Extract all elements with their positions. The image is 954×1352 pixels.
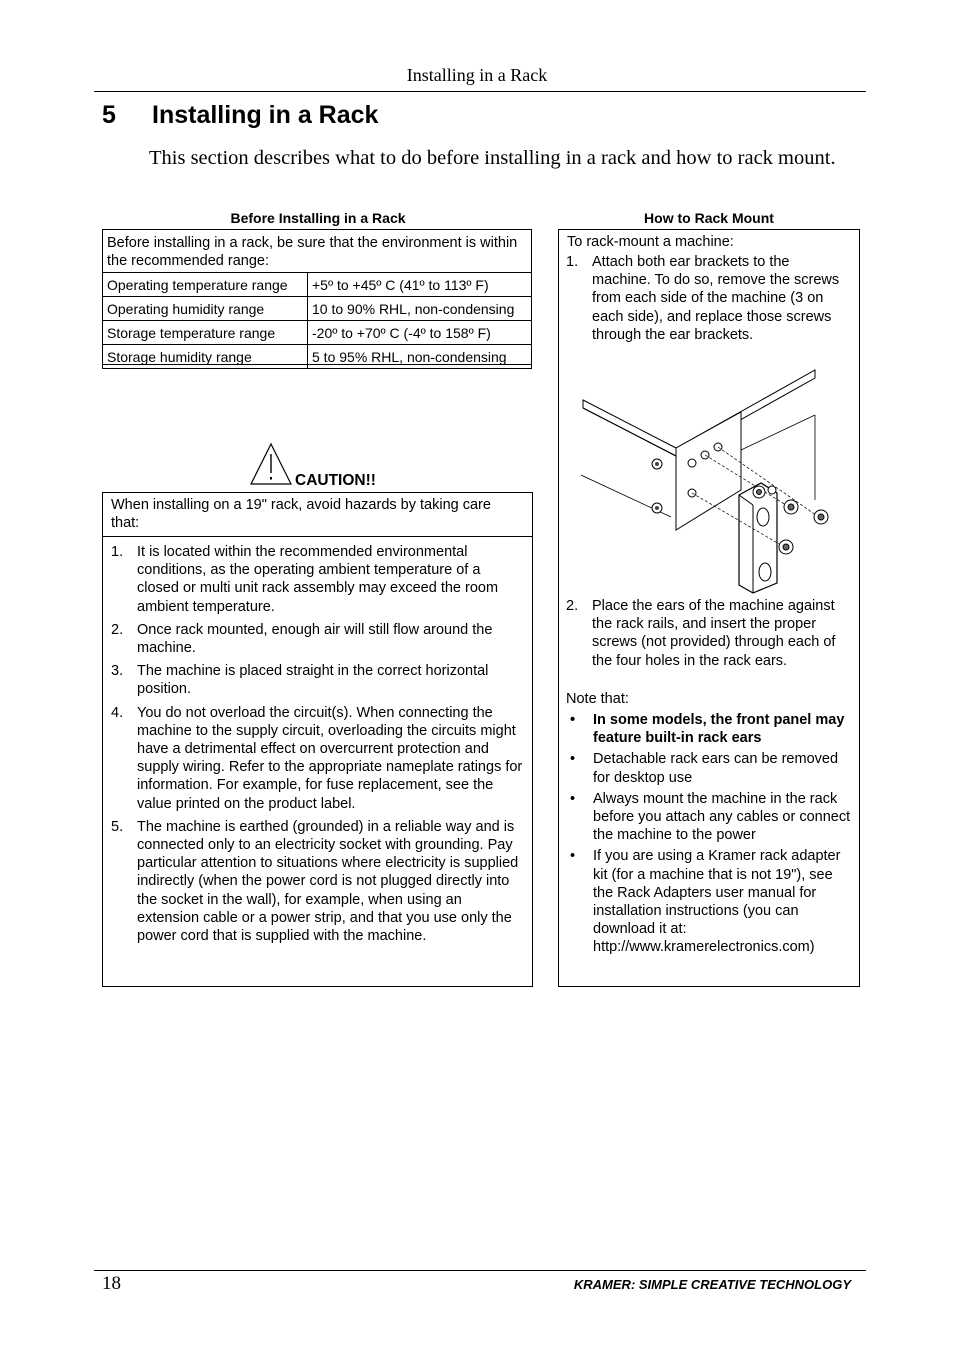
table-cell-label: Storage temperature range — [103, 321, 308, 345]
footer-rule — [94, 1270, 866, 1271]
rack-ear-illustration — [581, 365, 836, 595]
caution-intro: When installing on a 19" rack, avoid hazards by taking care that: — [111, 497, 491, 531]
running-header: Installing in a Rack — [406, 65, 548, 85]
list-item: • Detachable rack ears can be removed for desktop use — [570, 751, 839, 786]
table-row — [103, 345, 532, 369]
warning-triangle-icon — [249, 442, 293, 486]
table-cell-value: +5º to +45º C (41º to 113º F) — [308, 273, 532, 297]
list-item: 5. The machine is earthed (grounded) in a reliable way and is connected only to an electricity socket with grounding. Pay particular attention to situations where electricity is supplied indirectly (when the power cord is not plugged directly into the socket in the wall), for example, when using an extension cable or a power strip, and that you use only the power cord that is supplied with the machine. — [111, 818, 519, 945]
table-cell-label: Operating humidity range — [103, 297, 308, 321]
notes-list — [566, 711, 856, 960]
caution-box — [102, 492, 533, 987]
page-number: 18 — [102, 1273, 121, 1294]
section-intro: This section describes what to do before installing in a rack and how to rack mount. — [149, 147, 836, 169]
table-cell-value: 10 to 90% RHL, non-condensing — [308, 297, 532, 321]
environment-intro: Before installing in a rack, be sure that the environment is within the recommended range: — [107, 235, 518, 269]
environment-box — [102, 229, 532, 365]
list-item: 1. Attach both ear brackets to the machine. To do so, remove the screws from each side of the machine (3 on each side), and replace those screws through the ear brackets. — [566, 254, 840, 343]
list-item: • Always mount the machine in the rack before you attach any cables or connect the machine to the power — [570, 790, 851, 844]
list-item: 3. The machine is placed straight in the correct horizontal position. — [111, 663, 489, 698]
list-item: 2. Place the ears of the machine against the rack rails, and insert the proper screws (not provided) through each of the four holes in the rack ears. — [566, 598, 836, 669]
section-number: 5 — [102, 101, 116, 129]
how-to-box — [558, 229, 860, 987]
step-1 — [566, 253, 846, 349]
list-item: • If you are using a Kramer rack adapter kit (for a machine that is not 19"), see the Rack Adapters user manual for installation instructions (you can download it at: http://www.kramerelectronics.com) — [570, 848, 841, 956]
table-row — [103, 273, 532, 297]
table-cell-value: -20º to +70º C (-4º to 158º F) — [308, 321, 532, 345]
caution-label: CAUTION!! — [295, 472, 376, 489]
footer-tagline: KRAMER: SIMPLE CREATIVE TECHNOLOGY — [573, 1277, 851, 1292]
table-cell-label: Operating temperature range — [103, 273, 308, 297]
list-item: • In some models, the front panel may feature built-in rack ears — [570, 712, 845, 747]
list-item: 1. It is located within the recommended environmental conditions, as the operating ambient temperature of a closed or multi unit rack assembly may exceed the room ambient temperature. — [111, 544, 499, 615]
caution-list — [111, 543, 523, 950]
note-label: Note that: — [566, 691, 629, 707]
how-to-rack-mount-caption: How to Rack Mount — [644, 210, 774, 226]
table-row — [103, 297, 532, 321]
environment-table — [102, 272, 532, 369]
section-title: Installing in a Rack — [152, 101, 379, 129]
caution-divider — [103, 536, 532, 537]
before-installing-caption: Before Installing in a Rack — [230, 210, 406, 226]
table-row — [103, 321, 532, 345]
list-item: 2. Once rack mounted, enough air will still flow around the machine. — [111, 621, 493, 657]
step-2 — [566, 597, 851, 675]
list-item: 4. You do not overload the circuit(s). When connecting the machine to the supply circuit, overloading the circuits might have a detrimental effect on overcurrent protection and supply wiring. Refer to the appropriate nameplate ratings for information. For example, for fuse replacement, see the value printed on the product label. — [111, 704, 523, 812]
table-cell-label: Storage humidity range — [103, 345, 308, 369]
header-rule — [94, 91, 866, 92]
how-to-intro: To rack-mount a machine: — [567, 234, 734, 250]
table-cell-value: 5 to 95% RHL, non-condensing — [308, 345, 532, 369]
